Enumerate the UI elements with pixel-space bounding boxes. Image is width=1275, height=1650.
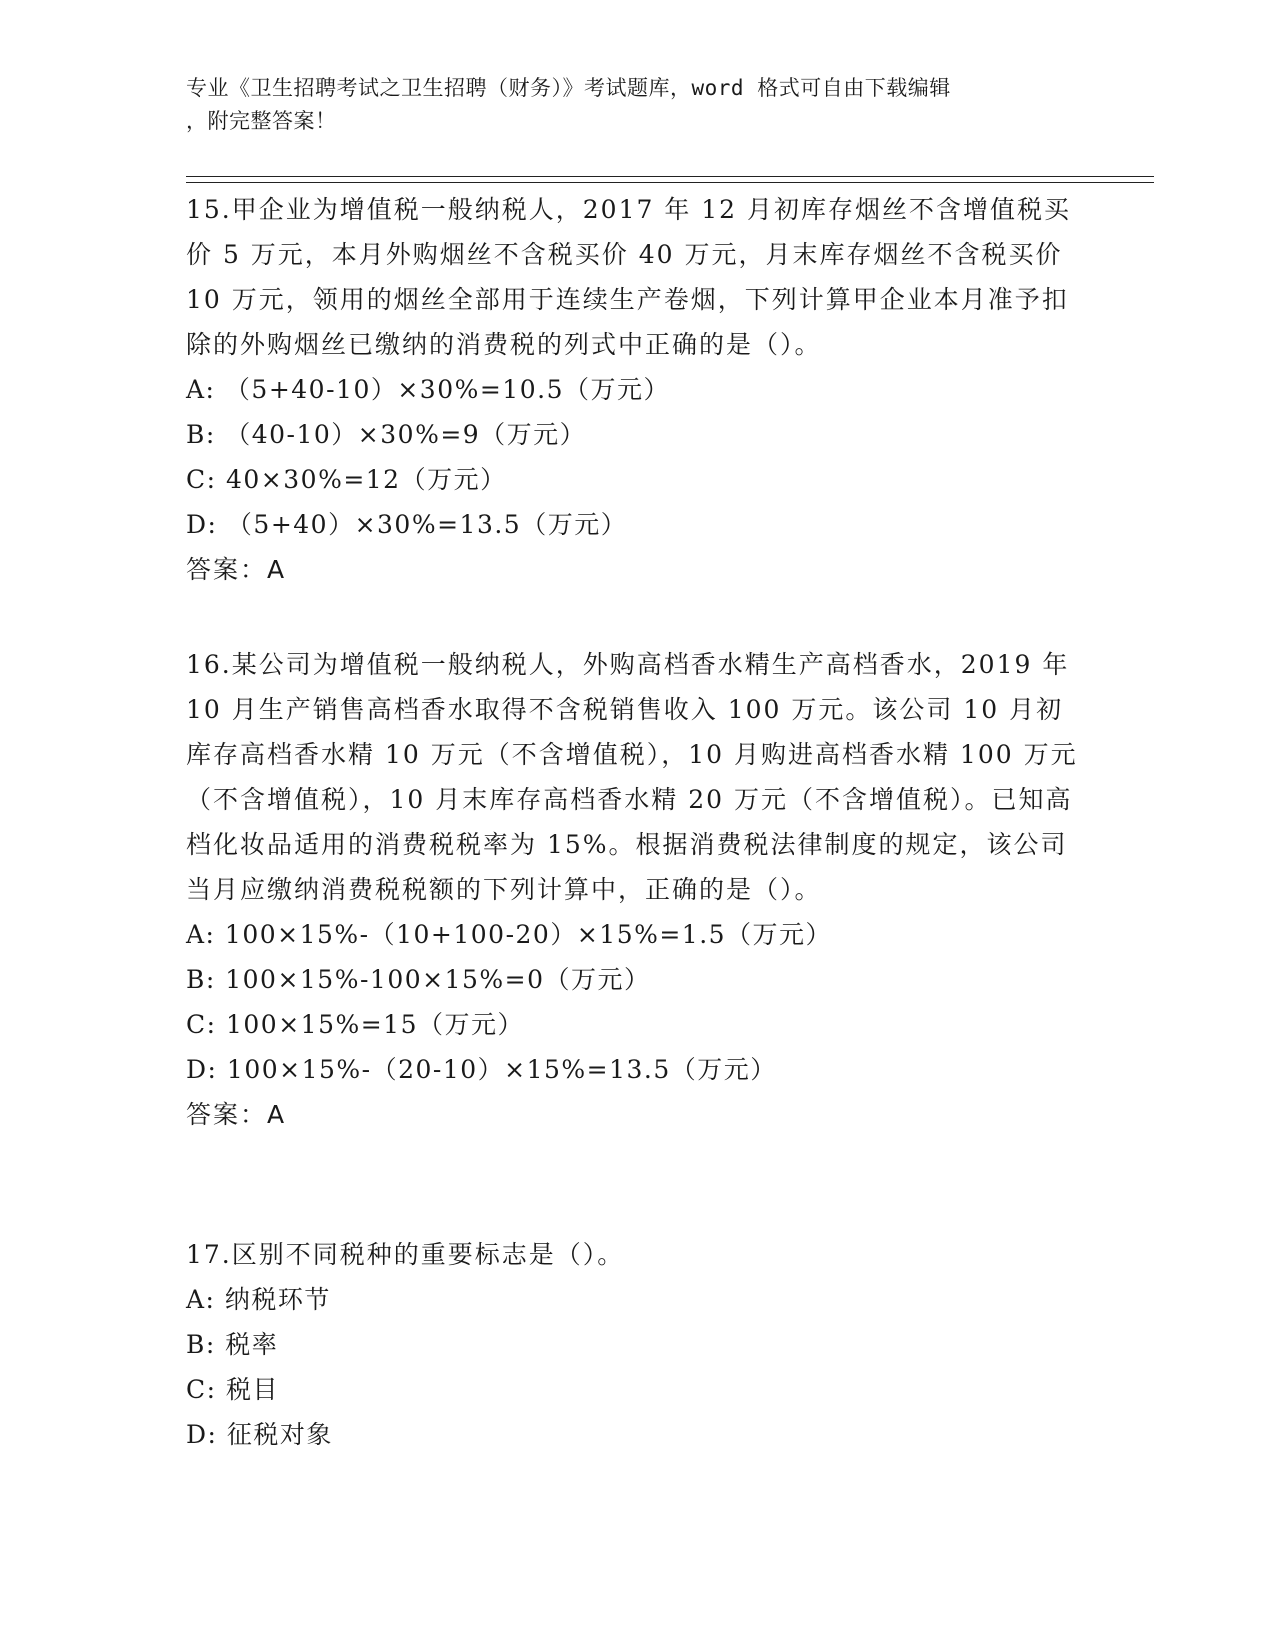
option-d: D: 征税对象: [186, 1420, 333, 1449]
question-stem: 17.区别不同税种的重要标志是（）。: [186, 1240, 625, 1269]
answer-line: 答案：A: [186, 555, 287, 584]
question-stem: 15.甲企业为增值税一般纳税人，2017 年 12 月初库存烟丝不含增值税买价 5 万元，本月外购烟丝不含税买价 40 万元，月末库存烟丝不含税买价 10 万元，领用的烟丝全部用于连续生产卷烟，下列计算甲企业本月准予扣除的外购烟丝已缴纳的消费税的列式中正确的是（）。: [186, 195, 1072, 359]
option-a: A: 纳税环节: [186, 1285, 331, 1314]
header-note: 专业《卫生招聘考试之卫生招聘（财务）》考试题库，word 格式可自由下载编辑 ，附完整答案！: [186, 76, 951, 133]
option-c: C: 40×30%=12（万元）: [186, 465, 507, 494]
option-d: D: 100×15%-（20-10）×15%=13.5（万元）: [186, 1055, 777, 1084]
option-d: D: （5+40）×30%=13.5（万元）: [186, 510, 628, 539]
option-b: B: （40-10）×30%=9（万元）: [186, 420, 587, 449]
option-a: A: （5+40-10）×30%=10.5（万元）: [186, 375, 670, 404]
question-17: [186, 1232, 1086, 1457]
question-stem: 16.某公司为增值税一般纳税人，外购高档香水精生产高档香水，2019 年 10 月生产销售高档香水取得不含税销售收入 100 万元。该公司 10 月初库存高档香水精 10 万元（不含增值税），10 月购进高档香水精 100 万元（不含增值税），10 月末库存高档香水精 20 万元（不含增值税）。已知高档化妆品适用的消费税税率为 15%。根据消费税法律制度的规定，该公司当月应缴纳消费税税额的下列计算中，正确的是（）。: [186, 650, 1078, 904]
question-15: [186, 187, 1086, 592]
answer-line: 答案：A: [186, 1100, 287, 1129]
option-c: C: 100×15%=15（万元）: [186, 1010, 524, 1039]
option-a: A: 100×15%-（10+100-20）×15%=1.5（万元）: [186, 920, 833, 949]
option-b: B: 100×15%-100×15%=0（万元）: [186, 965, 651, 994]
option-c: C: 税目: [186, 1375, 279, 1404]
question-16: [186, 642, 1086, 1137]
header-divider-bottom: [186, 182, 1154, 183]
header-divider-top: [186, 176, 1154, 177]
option-b: B: 税率: [186, 1330, 279, 1359]
